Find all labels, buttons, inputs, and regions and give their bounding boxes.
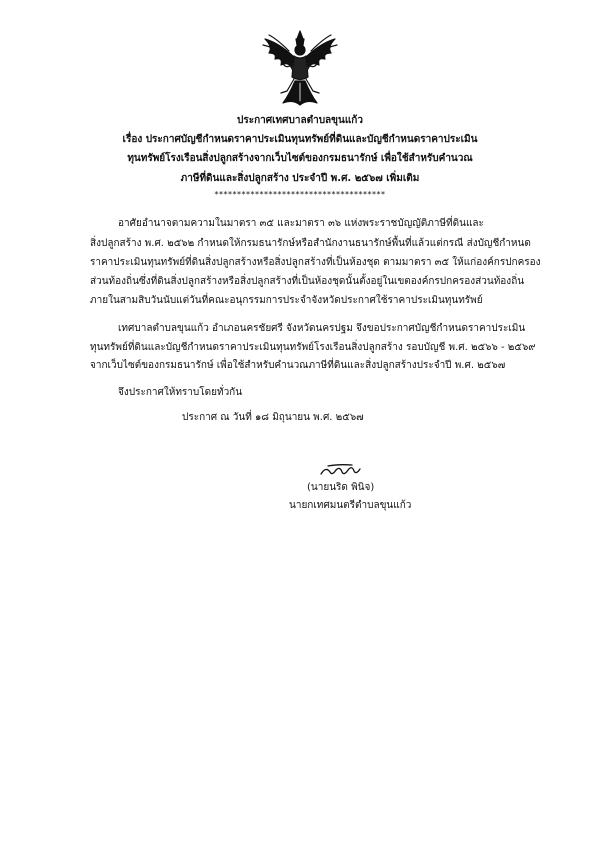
announcement-line: จึงประกาศให้ทราบโดยทั่วกัน <box>118 387 243 398</box>
subject-line: เรื่อง ประกาศบัญชีกำหนดราคาประเมินทุนทรัพย์ที่ดินและบัญชีกำหนดราคาประเมิน <box>122 134 478 145</box>
paragraph-1-line: อาศัยอำนาจตามความในมาตรา ๓๕ และมาตรา ๓๖ แห่งพระราชบัญญัติภาษีที่ดินและ <box>118 218 484 229</box>
paragraph-2-line: เทศบาลตำบลขุนแก้ว อำเภอนครชัยศรี จังหวัดนครปฐม จึงขอประกาศบัญชีกำหนดราคาประเมิน <box>118 323 526 334</box>
garuda-emblem-icon <box>259 29 341 107</box>
paragraph-1-line: ราคาประเมินทุนทรัพย์ที่ดินสิ่งปลูกสร้างหรือสิ่งปลูกสร้างที่เป็นห้องชุด ตามมาตรา ๓๕ ให้แก่องค์กรปกครอง <box>90 257 541 268</box>
paragraph-1-line: สิ่งปลูกสร้าง พ.ศ. ๒๕๖๒ กำหนดให้กรมธนารักษ์หรือสำนักงานธนารักษ์พื้นที่แล้วแต่กรณี ส่งบัญชีกำหนด <box>90 238 531 249</box>
separator: ************************************** <box>214 190 386 199</box>
signatory-position: นายกเทศมนตรีตำบลขุนแก้ว <box>289 500 412 511</box>
handwritten-signature <box>318 462 362 480</box>
paragraph-1-line: ภายในสามสิบวันนับแต่วันที่คณะอนุกรรมการประจำจังหวัดประกาศใช้ราคาประเมินทุนทรัพย์ <box>90 295 483 306</box>
paragraph-1-line: ส่วนท้องถิ่นซึ่งที่ดินสิ่งปลูกสร้างหรือสิ่งปลูกสร้างที่เป็นห้องชุดนั้นตั้งอยู่ในเขตองค์กรปกครองส่วนท้องถิ่น <box>90 276 525 287</box>
subject-line: ภาษีที่ดินและสิ่งปลูกสร้าง ประจำปี พ.ศ. ๒๕๖๗ เพิ่มเติม <box>180 173 420 184</box>
announcement-date: ประกาศ ณ วันที่ ๑๘ มิถุนายน พ.ศ. ๒๕๖๗ <box>182 412 364 423</box>
subject-line: ทุนทรัพย์โรงเรือนสิ่งปลูกสร้างจากเว็บไซต์ของกรมธนารักษ์ เพื่อใช้สำหรับคำนวณ <box>127 153 473 164</box>
signatory-name: (นายนริด พินิจ) <box>307 482 375 493</box>
paragraph-2-line: ทุนทรัพย์ที่ดินและบัญชีกำหนดราคาประเมินทุนทรัพย์โรงเรือนสิ่งปลูกสร้าง รอบบัญชี พ.ศ. ๒๕๖๖ - ๒๕๖๙ <box>90 342 536 353</box>
document-title: ประกาศเทศบาลตำบลขุนแก้ว <box>237 115 363 126</box>
paragraph-2-line: จากเว็บไซต์ของกรมธนารักษ์ เพื่อใช้สำหรับคำนวณภาษีที่ดินและสิ่งปลูกสร้างประจำปี พ.ศ. ๒๕๖๗ <box>90 360 506 371</box>
